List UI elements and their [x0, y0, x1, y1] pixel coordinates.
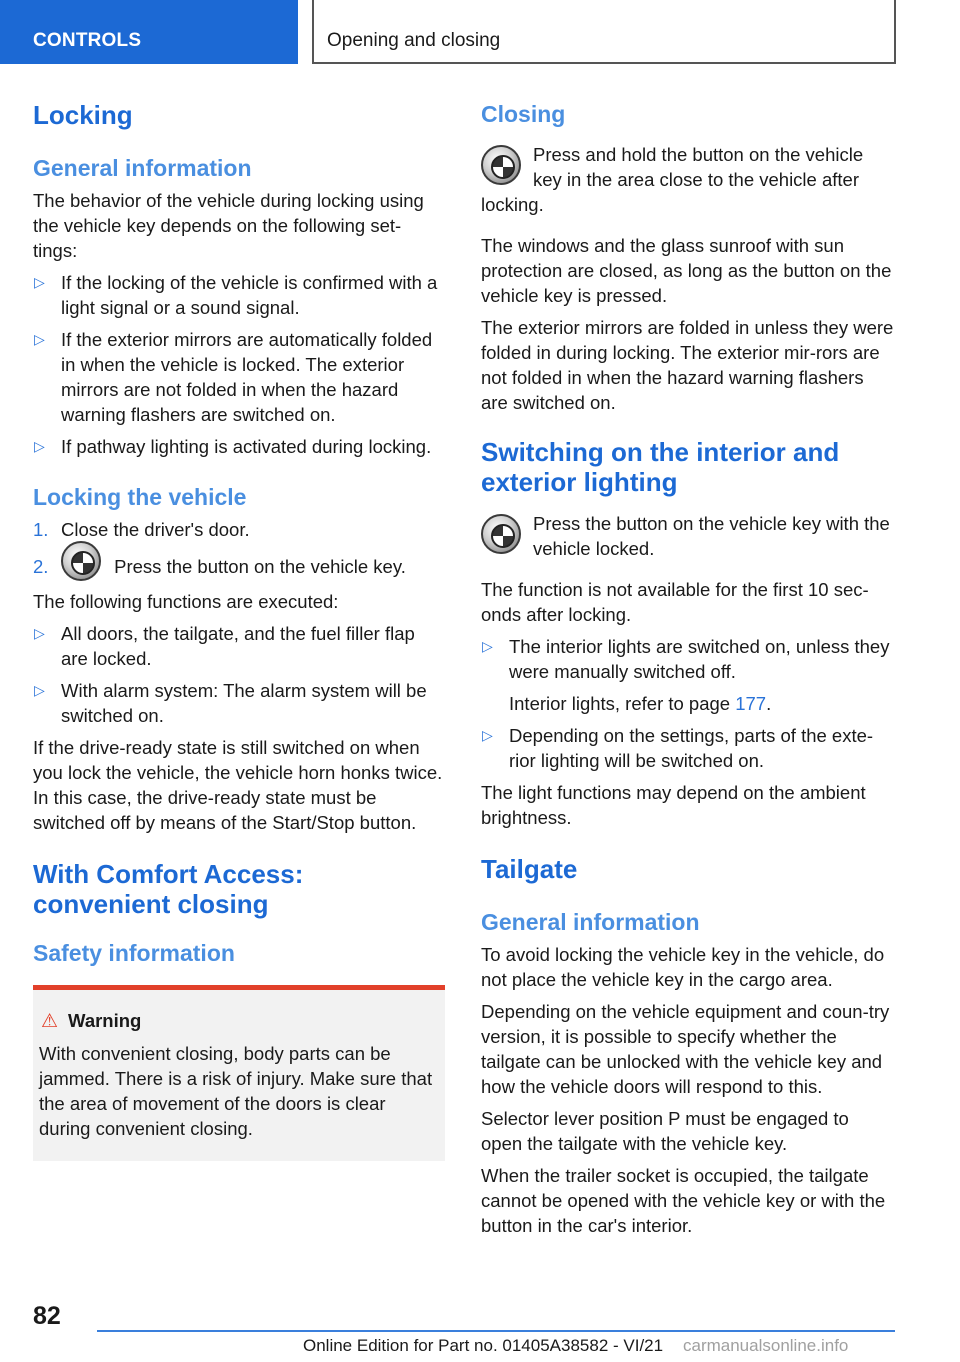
safety-info-heading: Safety information — [33, 940, 235, 967]
triangle-bullet-icon: ▷ — [34, 625, 45, 642]
drive-ready-text: If the drive-ready state is still switched on when you lock the vehicle, the vehicle horn honks twice. In this case, the drive-ready state must be switched off by means of the Start/Stop button. — [33, 737, 443, 834]
comfort-access-heading: With Comfort Access: convenient closing — [33, 859, 304, 920]
tailgate-text: When the trailer socket is occupied, the tailgate cannot be opened with the vehicle key or with the button in the car's interior. — [481, 1165, 886, 1236]
chapter-header — [312, 0, 896, 64]
lock-button-key-icon — [61, 541, 101, 581]
triangle-bullet-icon: ▷ — [482, 727, 493, 743]
triangle-bullet-icon: ▷ — [482, 638, 493, 654]
lighting-text: Press the button on the vehicle key with the vehicle locked. — [481, 511, 895, 561]
closing-heading: Closing — [481, 101, 566, 127]
page-link[interactable]: 177 — [735, 693, 767, 714]
list-item: ▷ If the exterior mirrors are automatically folded in when the vehicle is locked. The exterior mirrors are not folded in when the hazard warning flashers are switched on. — [34, 329, 433, 425]
section-tab — [0, 0, 298, 64]
step-item: 1. Close the driver's door. — [33, 519, 250, 540]
warning-title: Warning — [68, 1010, 142, 1032]
step-item: 2. Press the button on the vehicle key. — [33, 554, 445, 581]
cross-reference: Interior lights, refer to page 177. — [509, 693, 772, 714]
triangle-bullet-icon: ▷ — [34, 438, 45, 454]
function-text: The function is not available for the first 10 sec-onds after locking. — [481, 579, 869, 625]
section-label: CONTROLS — [33, 30, 142, 51]
list-item: ▷ If the locking of the vehicle is confirmed with a light signal or a sound signal. — [34, 272, 438, 318]
chapter-title: Opening and closing — [327, 30, 501, 51]
tailgate-general-heading: General information — [481, 909, 700, 935]
triangle-bullet-icon: ▷ — [34, 274, 45, 290]
left-column — [33, 100, 445, 1161]
watermark: carmanualsonline.info — [683, 1336, 849, 1355]
tailgate-text: To avoid locking the vehicle key in the vehicle, do not place the vehicle key in the cargo area. — [481, 944, 885, 990]
list-item: ▷ With alarm system: The alarm system will be switched on. — [34, 680, 427, 727]
general-info-text: The behavior of the vehicle during locking using the vehicle key depends on the following set-tings: — [33, 190, 424, 261]
windows-text: The windows and the glass sunroof with sun protection are closed, as long as the button on the vehicle key is pressed. — [481, 235, 892, 306]
light-functions-text: The light functions may depend on the ambient brightness. — [481, 782, 866, 828]
list-item: ▷ Depending on the settings, parts of the exte-rior lighting will be switched on. — [482, 725, 874, 771]
lock-button-key-icon — [481, 145, 521, 185]
warning-box — [33, 985, 445, 1161]
tailgate-heading: Tailgate — [481, 854, 578, 884]
page-number: 82 — [33, 1302, 61, 1330]
lighting-heading: Switching on the interior and exterior lighting — [481, 437, 840, 497]
executed-text: The following functions are executed: — [33, 591, 339, 613]
closing-text: Press and hold the button on the vehicle key in the area close to the vehicle after locking. — [481, 144, 864, 215]
footer-divider — [97, 1330, 895, 1332]
tailgate-text: Selector lever position P must be engaged to open the tailgate with the vehicle key. — [481, 1108, 849, 1154]
edition-text: Online Edition for Part no. 01405A38582 - VI/21 — [303, 1336, 664, 1355]
warning-triangle-icon: ⚠ — [41, 1011, 59, 1033]
warning-text: With convenient closing, body parts can be jammed. There is a risk of injury. Make sure that the area of movement of the doors is clear during convenient closing. — [39, 1043, 433, 1140]
locking-heading: Locking — [33, 100, 133, 130]
list-item: ▷ The interior lights are switched on, unless they were manually switched off. — [482, 636, 890, 682]
triangle-bullet-icon: ▷ — [34, 682, 45, 699]
list-item: ▷ If pathway lighting is activated during locking. — [34, 436, 432, 457]
triangle-bullet-icon: ▷ — [34, 331, 45, 347]
lock-button-key-icon — [481, 514, 521, 554]
tailgate-text: Depending on the vehicle equipment and coun-try version, it is possible to specify whether the tailgate can be unlocked with the vehicle key and how the vehicle doors will respond to this. — [481, 1001, 890, 1097]
general-info-heading: General information — [33, 155, 252, 181]
right-column — [481, 100, 895, 1245]
locking-vehicle-heading: Locking the vehicle — [33, 484, 247, 510]
mirrors-text: The exterior mirrors are folded in unless they were folded in during locking. The exterior mir-rors are not folded in when the hazard warning flashers are switched on. — [481, 317, 894, 413]
list-item: ▷ All doors, the tailgate, and the fuel filler flap are locked. — [34, 623, 415, 670]
